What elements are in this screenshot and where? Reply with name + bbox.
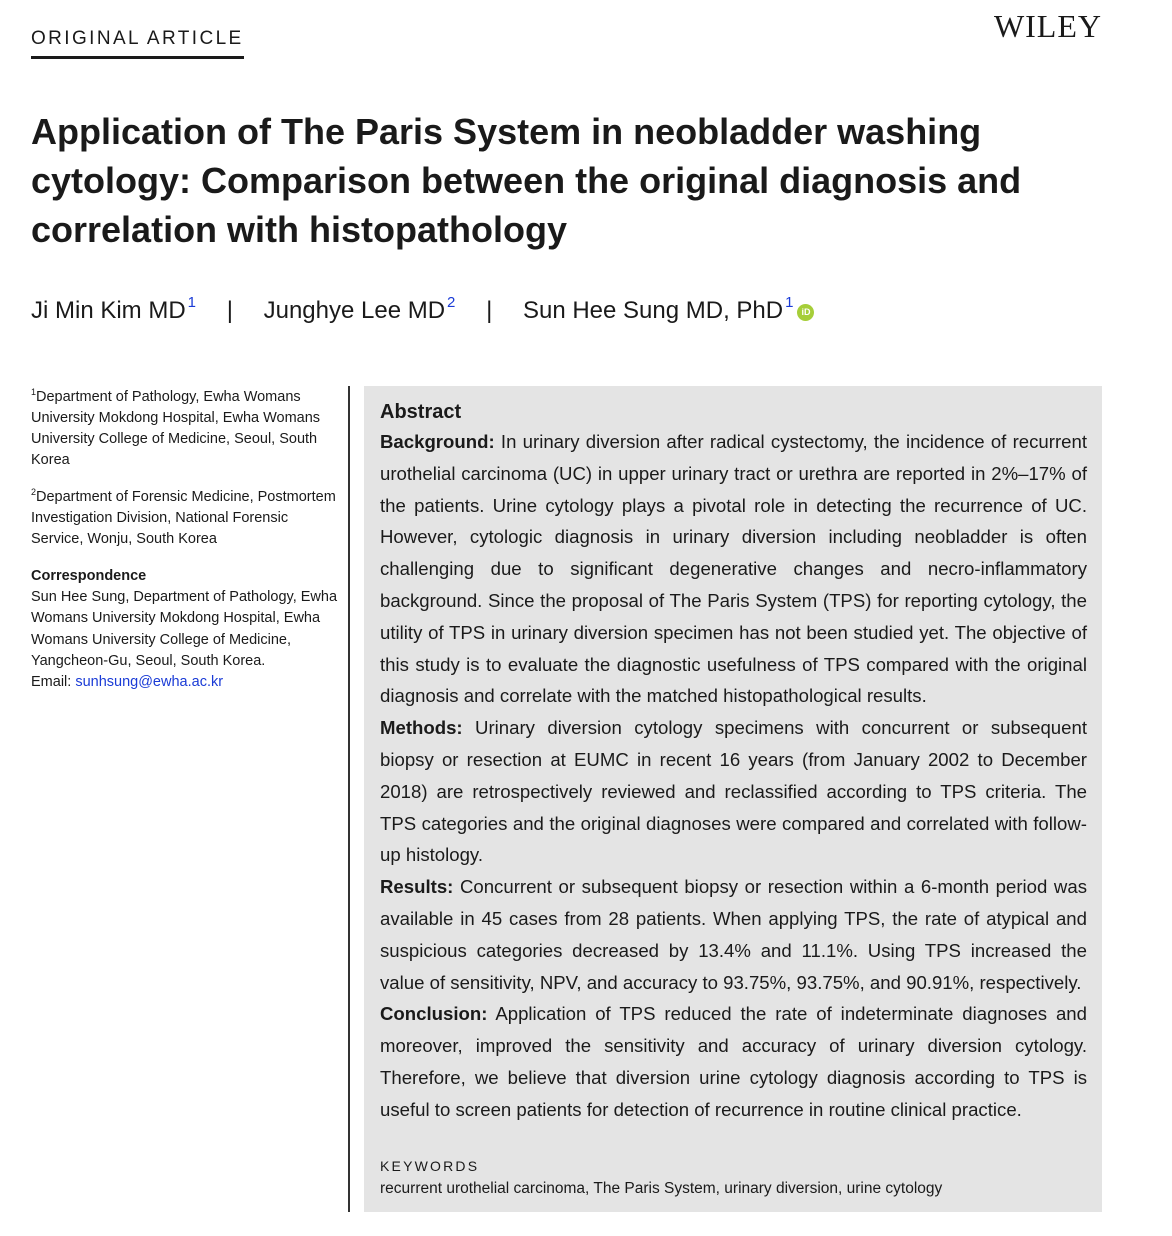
affiliations-column — [31, 382, 341, 703]
affiliation: $^2$Department of Forensic Medicine, Postmortem Investigation Division, National Forensic Service, Wonju, South Korea — [31, 486, 336, 547]
affiliation-ref[interactable]: 1 — [187, 294, 197, 311]
affiliation: $^1$Department of Pathology, Ewha Womans University Mokdong Hospital, Ewha Womans University College of Medicine, Seoul, South Korea — [31, 387, 321, 469]
author-separator: | — [226, 297, 233, 324]
author-name[interactable]: Ji Min Kim MD — [31, 297, 186, 324]
author-list — [31, 296, 814, 325]
abstract-results: Results: Concurrent or subsequent biopsy or resection within a 6-month period was available in 45 cases from 28 patients. When applying TPS, the rate of atypical and suspicious categories decreased by 13.4% and 11.1%. Using TPS increased the value of sensitivity, NPV, and accuracy to 93.75%, 93.75%, and 90.91%, respectively. — [380, 876, 1087, 993]
affiliation-ref[interactable]: 1 — [785, 294, 794, 311]
abstract-conclusion: Conclusion: Application of TPS reduced the rate of indeterminate diagnoses and moreover, improved the sensitivity and accuracy of urinary diversion cytology. Therefore, we believe that diversion urine cytology diagnosis according to TPS is useful to screen patients for detection of recurrence in routine clinical practice. — [380, 1003, 1087, 1120]
article-title: Application of The Paris System in neobladder washing cytology: Comparison between the original diagnosis and correlation with histopathology — [31, 111, 1022, 250]
keywords-heading: KEYWORDS — [380, 1158, 480, 1174]
abstract-background: Background: In urinary diversion after radical cystectomy, the incidence of recurrent urothelial carcinoma (UC) in upper urinary tract or urethra are reported in 2%–17% of the patients. Urine cytology plays a pivotal role in detecting the recurrence of UC. However, cytologic diagnosis in urinary diversion including neobladder is often challenging due to significant degenerative changes and necro-inflammatory background. Since the proposal of The Paris System (TPS) for reporting cytology, the utility of TPS in urinary diversion specimen has not been studied yet. The objective of this study is to evaluate the diagnostic usefulness of TPS compared with the original diagnosis and correlate with the matched histopathological results. — [380, 431, 1087, 707]
abstract-box — [364, 386, 1102, 1212]
orcid-icon[interactable]: iD — [797, 304, 814, 321]
column-divider — [348, 386, 350, 1212]
affiliation-ref[interactable]: 2 — [447, 294, 456, 311]
keywords-list: recurrent urothelial carcinoma, The Paris System, urinary diversion, urine cytology — [380, 1180, 943, 1197]
author-separator: | — [486, 297, 493, 324]
correspondence-text: Sun Hee Sung, Department of Pathology, Ewha Womans University Mokdong Hospital, Ewha Womans University College of Medicine, Yangcheon-Gu, Seoul, South Korea. Email: sunhsung@ewha.ac.kr — [31, 589, 338, 691]
abstract-heading: Abstract — [380, 401, 462, 423]
section-label: ORIGINAL ARTICLE — [31, 28, 244, 59]
correspondence-heading: Correspondence — [31, 568, 147, 585]
author-name[interactable]: Junghye Lee MD — [263, 297, 446, 324]
email-link[interactable]: sunhsung@ewha.ac.kr — [75, 674, 224, 691]
abstract-methods: Methods: Urinary diversion cytology specimens with concurrent or subsequent biopsy or resection at EUMC in recent 16 years (from January 2002 to December 2018) are retrospectively reviewed and reclassified according to TPS criteria. The TPS categories and the original diagnoses were compared and correlated with follow-up histology. — [380, 717, 1087, 866]
publisher-logo: WILEY — [993, 8, 1102, 44]
author-name[interactable]: Sun Hee Sung MD, PhD — [522, 297, 784, 324]
